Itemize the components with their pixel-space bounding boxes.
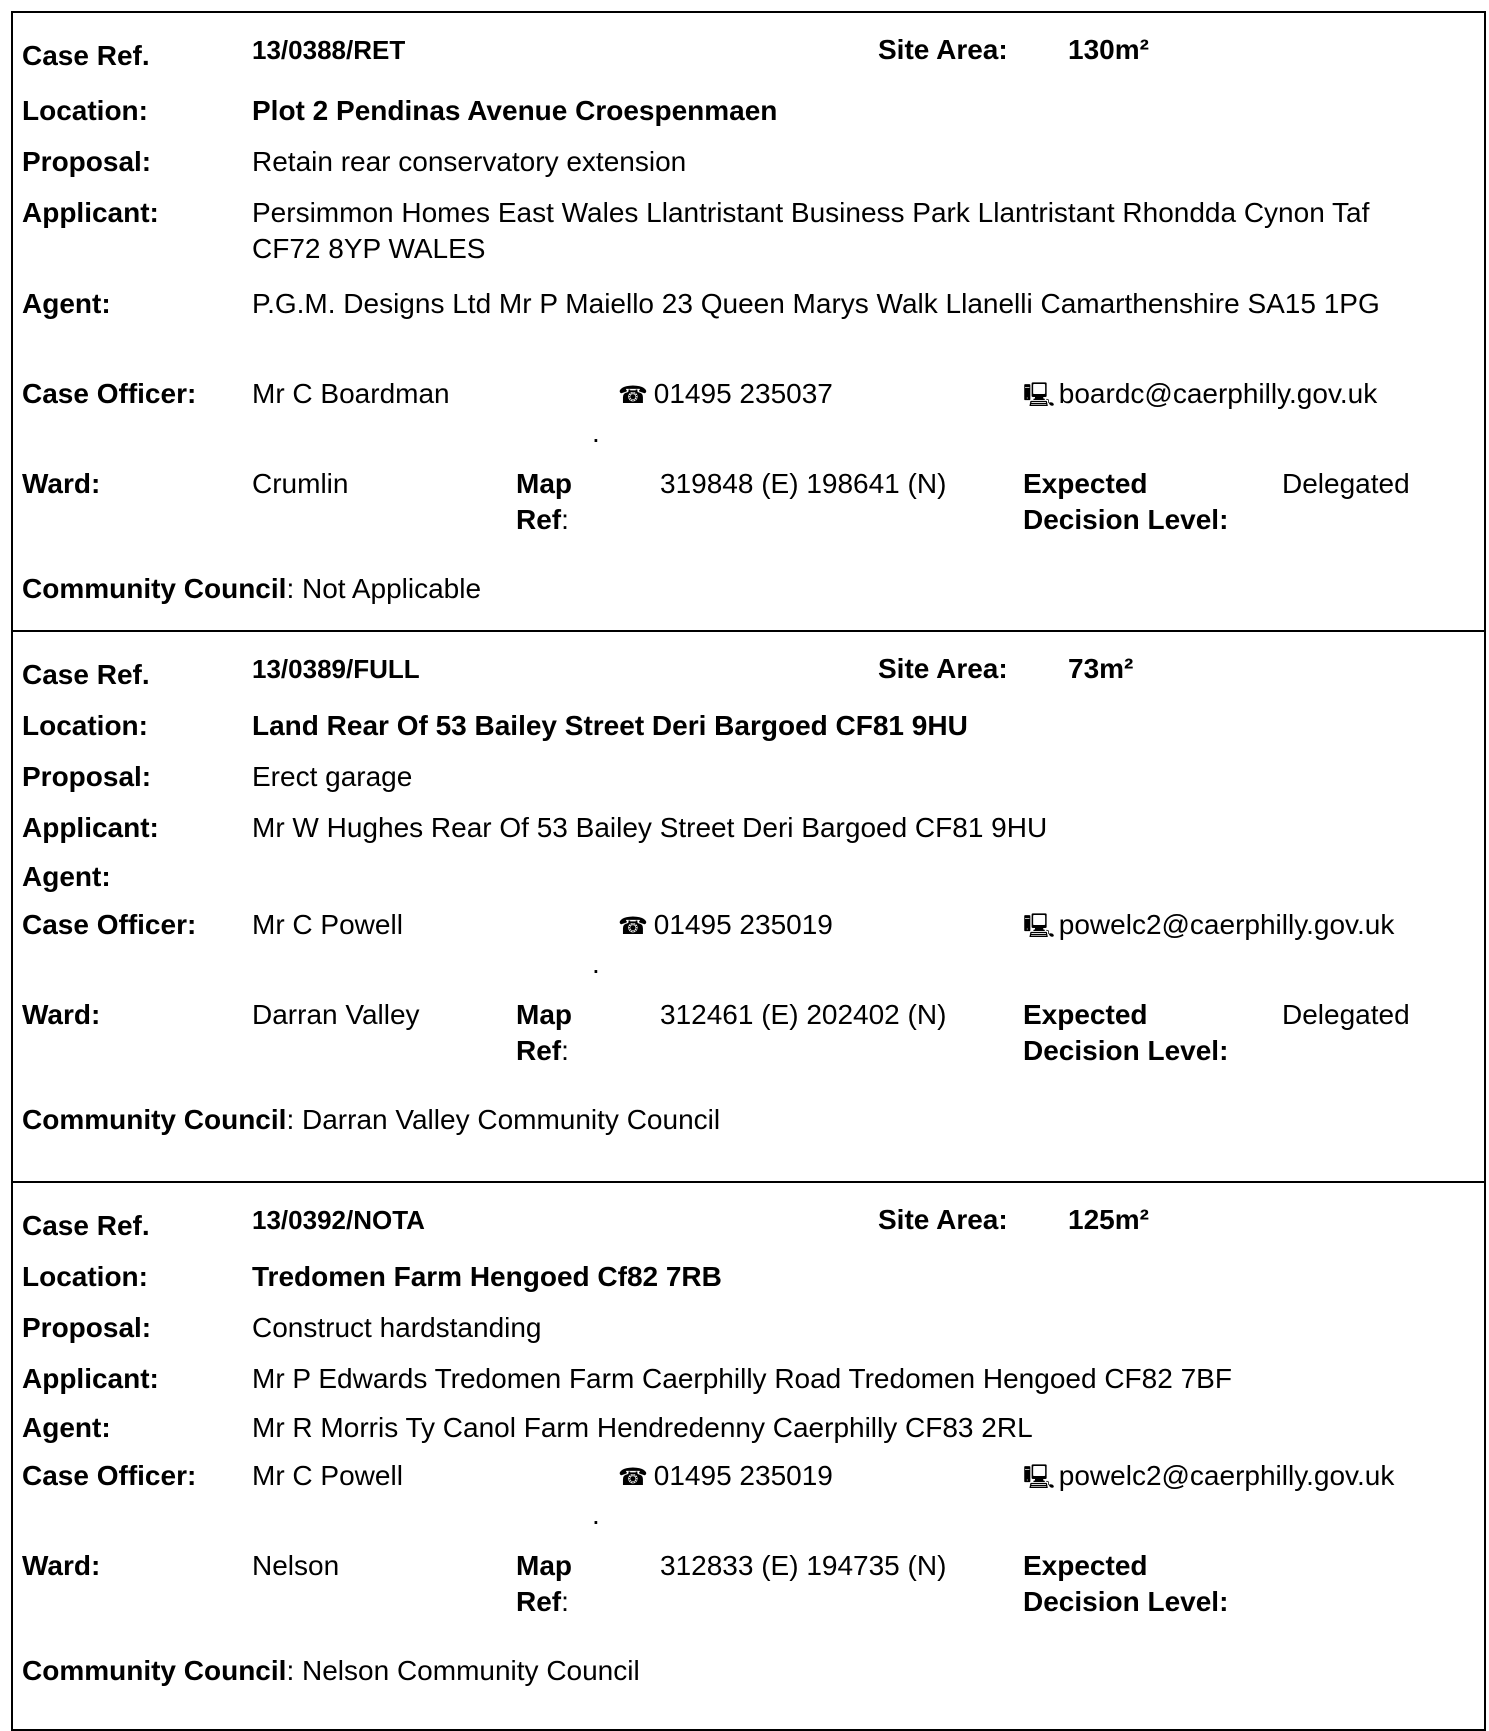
case-ref-label: Case Ref.: [22, 40, 150, 71]
expected-label: Expected: [1023, 1550, 1148, 1581]
ward-value: Darran Valley: [252, 999, 420, 1030]
expected-label: Expected: [1023, 999, 1148, 1030]
phone-line: [618, 377, 833, 413]
case-officer-label: Case Officer:: [22, 378, 197, 409]
planning-applications-document: [11, 11, 1486, 1731]
applicant-label: Applicant:: [22, 1363, 159, 1394]
location-value: Plot 2 Pendinas Avenue Croespenmaen: [252, 95, 778, 126]
map-ref-value: 312461 (E) 202402 (N): [660, 999, 947, 1030]
ward-value: Nelson: [252, 1550, 340, 1581]
applicant-value: Mr P Edwards Tredomen Farm Caerphilly Road Tredomen Hengoed CF82 7BF: [252, 1363, 1232, 1394]
case-block: [11, 630, 1486, 1181]
phone-line: [618, 908, 833, 944]
decision-level-label: Decision Level:: [1023, 1586, 1229, 1617]
agent-label: Agent:: [22, 288, 111, 319]
ref-label: Ref:: [516, 504, 569, 535]
site-area-label: Site Area:: [878, 34, 1008, 65]
case-officer-label: Case Officer:: [22, 909, 197, 940]
community-council: Community Council: Darran Valley Community Council: [22, 1104, 721, 1135]
email-line: [1023, 908, 1394, 944]
proposal-label: Proposal:: [22, 1312, 152, 1343]
proposal-label: Proposal:: [22, 761, 152, 792]
case-ref-value: 13/0389/FULL: [252, 654, 420, 684]
location-label: Location:: [22, 1261, 148, 1292]
email-line: [1023, 377, 1377, 413]
proposal-value: Construct hardstanding: [252, 1312, 542, 1343]
case-ref-label: Case Ref.: [22, 659, 150, 690]
applicant-label: Applicant:: [22, 197, 159, 228]
email-value: powelc2@caerphilly.gov.uk: [1058, 1460, 1395, 1491]
expected-label: Expected: [1023, 468, 1148, 499]
location-value: Tredomen Farm Hengoed Cf82 7RB: [252, 1261, 722, 1292]
site-area-value: 125m²: [1068, 1204, 1149, 1235]
phone-value: 01495 235019: [653, 909, 833, 940]
phone-value: 01495 235019: [653, 1460, 833, 1491]
applicant-label: Applicant:: [22, 812, 159, 843]
decision-level-value: Delegated: [1282, 999, 1410, 1030]
proposal-value: Retain rear conservatory extension: [252, 146, 687, 177]
phone-icon: ☎: [618, 913, 648, 940]
location-label: Location:: [22, 95, 148, 126]
ref-label: Ref:: [516, 1586, 569, 1617]
phone-value: 01495 235037: [653, 378, 833, 409]
case-officer-value: Mr C Powell: [252, 1460, 403, 1491]
separator-dot: .: [592, 417, 600, 448]
case-ref-value: 13/0392/NOTA: [252, 1205, 425, 1235]
applicant-value: Persimmon Homes East Wales Llantristant Business Park Llantristant Rhondda Cynon Taf CF72 8YP WALES: [252, 197, 1370, 264]
case-officer-label: Case Officer:: [22, 1460, 197, 1491]
case-officer-value: Mr C Powell: [252, 909, 403, 940]
community-council: Community Council: Nelson Community Council: [22, 1655, 640, 1686]
agent-label: Agent:: [22, 861, 111, 892]
decision-level-label: Decision Level:: [1023, 1035, 1229, 1066]
site-area-label: Site Area:: [878, 653, 1008, 684]
case-ref-value: 13/0388/RET: [252, 35, 406, 65]
site-area-value: 73m²: [1068, 653, 1134, 684]
computer-icon: 🖳: [1023, 382, 1056, 409]
case-officer-value: Mr C Boardman: [252, 378, 450, 409]
agent-label: Agent:: [22, 1412, 111, 1443]
map-label: Map: [516, 468, 572, 499]
separator-dot: .: [592, 948, 600, 979]
ref-label: Ref:: [516, 1035, 569, 1066]
ward-label: Ward:: [22, 468, 101, 499]
phone-icon: ☎: [618, 382, 648, 409]
computer-icon: 🖳: [1023, 1464, 1056, 1491]
location-value: Land Rear Of 53 Bailey Street Deri Bargoed CF81 9HU: [252, 710, 968, 741]
ward-value: Crumlin: [252, 468, 349, 499]
email-value: boardc@caerphilly.gov.uk: [1058, 378, 1378, 409]
email-line: [1023, 1459, 1394, 1495]
map-ref-value: 312833 (E) 194735 (N): [660, 1550, 947, 1581]
community-council: Community Council: Not Applicable: [22, 573, 482, 604]
separator-dot: .: [592, 1499, 600, 1530]
map-ref-value: 319848 (E) 198641 (N): [660, 468, 947, 499]
site-area-label: Site Area:: [878, 1204, 1008, 1235]
location-label: Location:: [22, 710, 148, 741]
applicant-value: Mr W Hughes Rear Of 53 Bailey Street Deri Bargoed CF81 9HU: [252, 812, 1048, 843]
ward-label: Ward:: [22, 999, 101, 1030]
map-label: Map: [516, 999, 572, 1030]
case-block: [11, 1181, 1486, 1731]
decision-level-value: Delegated: [1282, 468, 1410, 499]
phone-icon: ☎: [618, 1464, 648, 1491]
proposal-label: Proposal:: [22, 146, 152, 177]
agent-value: P.G.M. Designs Ltd Mr P Maiello 23 Queen Marys Walk Llanelli Camarthenshire SA15 1PG: [252, 288, 1380, 319]
map-label: Map: [516, 1550, 572, 1581]
site-area-value: 130m²: [1068, 34, 1149, 65]
computer-icon: 🖳: [1023, 913, 1056, 940]
case-ref-label: Case Ref.: [22, 1210, 150, 1241]
email-value: powelc2@caerphilly.gov.uk: [1058, 909, 1395, 940]
ward-label: Ward:: [22, 1550, 101, 1581]
decision-level-label: Decision Level:: [1023, 504, 1229, 535]
phone-line: [618, 1459, 833, 1495]
agent-value: Mr R Morris Ty Canol Farm Hendredenny Caerphilly CF83 2RL: [252, 1412, 1033, 1443]
proposal-value: Erect garage: [252, 761, 413, 792]
case-block: [11, 11, 1486, 630]
